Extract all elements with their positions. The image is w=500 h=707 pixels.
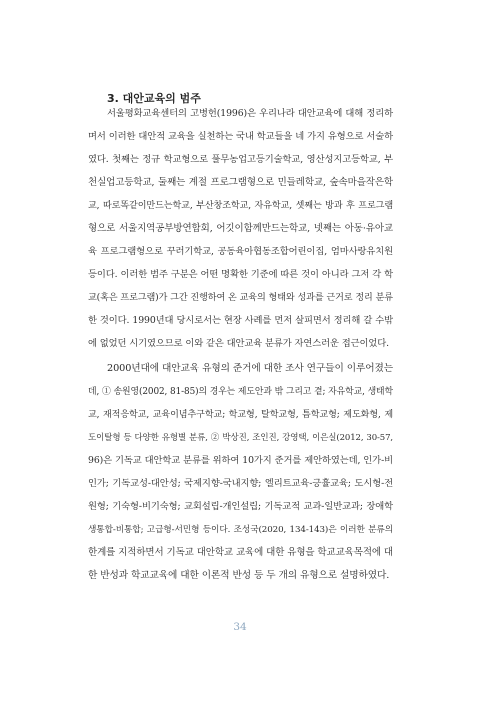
paragraph-line: 에 없었던 시기였으므로 이와 같은 대안교육 분류가 자연스러운 접근이었다.: [88, 338, 390, 349]
page-number: 34: [233, 621, 247, 633]
paragraph-line: 교, 따로똑같이만드는학교, 부산창조학교, 자유학교, 셋째는 방과 후 프로그램: [88, 201, 393, 211]
paragraph-line: 인가; 기독교성-대안성; 국제지향-국내지향; 엘리트교육-긍휼교육; 도시형-전: [88, 478, 393, 489]
paragraph-line: 등이다. 이러한 범주 구분은 어떤 명확한 기준에 따른 것이 아니라 그저 각 학: [88, 269, 393, 280]
paragraph-line: 며서 이러한 대안적 교육을 실천하는 국내 학교들을 네 가지 유형으로 서술하: [88, 131, 393, 142]
paragraph-line: 2000년대에 대안교육 유형의 준거에 대한 조사 연구들이 이루어졌는: [107, 363, 393, 374]
paragraph-line: 였다. 첫째는 정규 학교형으로 풀무농업고등기술학교, 영산성지고등학교, 부: [88, 154, 393, 165]
paragraph-line: 서울평화교육센터의 고병헌(1996)은 우리나라 대안교육에 대해 정리하: [107, 108, 393, 119]
paragraph-line: 천실업고등학교, 둘째는 계절 프로그램형으로 민들레학교, 숲속마을작은학: [88, 177, 393, 188]
paragraph-line: 생통합-비통합; 고급형-서민형 등이다. 조성국(2020, 134-143)은 이러한 분류의: [88, 525, 393, 535]
paragraph-line: 96)은 기독교 대안학교 분류를 위하여 10가지 준거를 제안하였는데, 인가-비: [88, 455, 393, 466]
paragraph-line: 원형; 기숙형-비기숙형; 교회설립-개인설립; 기독교적 교과-일반교과; 장애학: [88, 501, 393, 512]
paragraph-line: 도이탈형 등 다양한 유형별 분류, ② 박상진, 조인진, 강영택, 이은실(2012, 30-57,: [88, 433, 393, 443]
paragraph-line: 데, ① 송원영(2002, 81-85)의 경우는 제도안과 밖 그리고 곁; 자유학교, 생태학: [88, 387, 393, 397]
paragraph-line: 한계를 지적하면서 기독교 대안학교 교육에 대한 유형을 학교교육목적에 대: [88, 547, 393, 558]
paragraph-line: 육 프로그램형으로 꾸러기학교, 공동육아협동조합어린이집, 엄마사랑유치원: [88, 246, 393, 257]
paragraph-line: 한 것이다. 1990년대 당시로서는 현장 사례를 먼저 살피면서 정리해 갈 수밖: [88, 315, 393, 326]
section-heading: 3. 대안교육의 범주: [107, 92, 201, 105]
paragraph-line: 교(혹은 프로그램)가 그간 진행하여 온 교육의 형태와 성과를 근거로 정리 분류: [88, 293, 393, 303]
paragraph-line: 한 반성과 학교교육에 대한 이론적 반성 등 두 개의 유형으로 설명하였다.: [88, 570, 390, 581]
paragraph-line: 교, 재적응학교, 교육이념추구학교; 학교형, 탈학교형, 틈학교형; 제도화형, 제: [88, 410, 393, 420]
paragraph-line: 형으로 서울지역공부방연합회, 어깃이함께만드는학교, 넷째는 아동·유아교: [88, 223, 393, 234]
